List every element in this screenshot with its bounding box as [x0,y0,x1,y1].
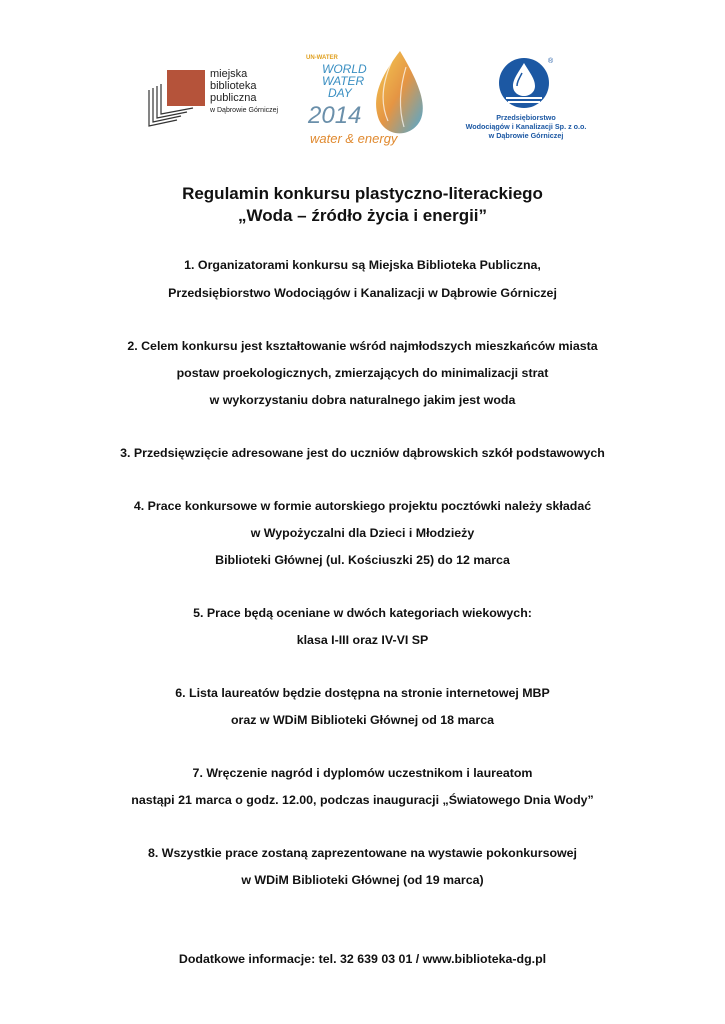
library-logo [147,68,287,128]
registered-mark: ® [548,58,554,65]
wwd-line3: DAY [328,86,352,100]
wwd-line1: WORLD [322,62,367,76]
water-company-logo [462,55,590,145]
book-icon [147,68,207,128]
rule-5-line-2: klasa I-III oraz IV-VI SP [296,633,429,647]
title-line2: „Woda – źródło życia i energii” [237,206,488,225]
rule-6-line-2: oraz w WDiM Biblioteki Głównej od 18 marca [230,713,494,727]
wwd-line2: WATER [322,74,365,88]
rule-8-line-2: w WDiM Biblioteki Głównej (od 19 marca) [241,873,484,887]
wwd-top-text: UN-WATER [306,55,338,61]
rule-2-line-2: postaw proekologicznych, zmierzających do minimalizacji strat [176,366,549,380]
wwd-year: 2014 [308,102,362,129]
water-company-line1: Przedsiębiorstwo [496,113,556,122]
rule-3-line-1: 3. Przedsięwzięcie adresowane jest do uczniów dąbrowskich szkół podstawowych [120,446,605,460]
rule-2-line-1: 2. Celem konkursu jest kształtowanie wśród najmłodszych mieszkańców miasta [127,339,598,353]
rule-4-line-3: Biblioteki Głównej (ul. Kościuszki 25) do 12 marca [215,553,510,567]
library-logo-line2: biblioteka [210,80,257,92]
water-company-line2: Wodociągów i Kanalizacji Sp. z o.o. [465,122,587,131]
rule-7-line-2: nastąpi 21 marca o godz. 12.00, podczas inauguracji „Światowego Dnia Wody” [131,793,594,807]
rule-6-line-1: 6. Lista laureatów będzie dostępna na stronie internetowej MBP [175,686,550,700]
world-water-day-logo [302,47,430,155]
water-company-line3: w Dąbrowie Górniczej [488,131,564,140]
document-title [0,183,725,227]
library-logo-line1: miejska [210,68,248,80]
rule-1-line-1: 1. Organizatorami konkursu są Miejska Biblioteka Publiczna, [184,258,541,272]
library-logo-line4: w Dąbrowie Górniczej [210,107,279,114]
wwd-tagline: water & energy [310,131,398,146]
rule-4-line-2: w Wypożyczalni dla Dzieci i Młodzieży [250,526,475,540]
logo-bar [0,40,725,155]
rule-7-line-1: 7. Wręczenie nagród i dyplomów uczestnikom i laureatom [192,766,533,780]
water-drop-circle-icon [498,55,554,111]
rule-1-line-2: Przedsiębiorstwo Wodociągów i Kanalizacji w Dąbrowie Górniczej [168,286,557,300]
rule-4-line-1: 4. Prace konkursowe w formie autorskiego projektu pocztówki należy składać [133,499,592,513]
title-line1: Regulamin konkursu plastyczno-literackiego [182,184,543,203]
rule-2-line-3: w wykorzystaniu dobra naturalnego jakim jest woda [209,393,516,407]
rule-8-line-1: 8. Wszystkie prace zostaną zaprezentowane na wystawie pokonkursowej [148,846,577,860]
contact-footer: Dodatkowe informacje: tel. 32 639 03 01 / www.biblioteka-dg.pl [178,952,547,966]
library-logo-line3: publiczna [210,92,257,104]
rule-5-line-1: 5. Prace będą oceniane w dwóch kategoriach wiekowych: [193,606,532,620]
water-drop-icon [302,47,430,155]
